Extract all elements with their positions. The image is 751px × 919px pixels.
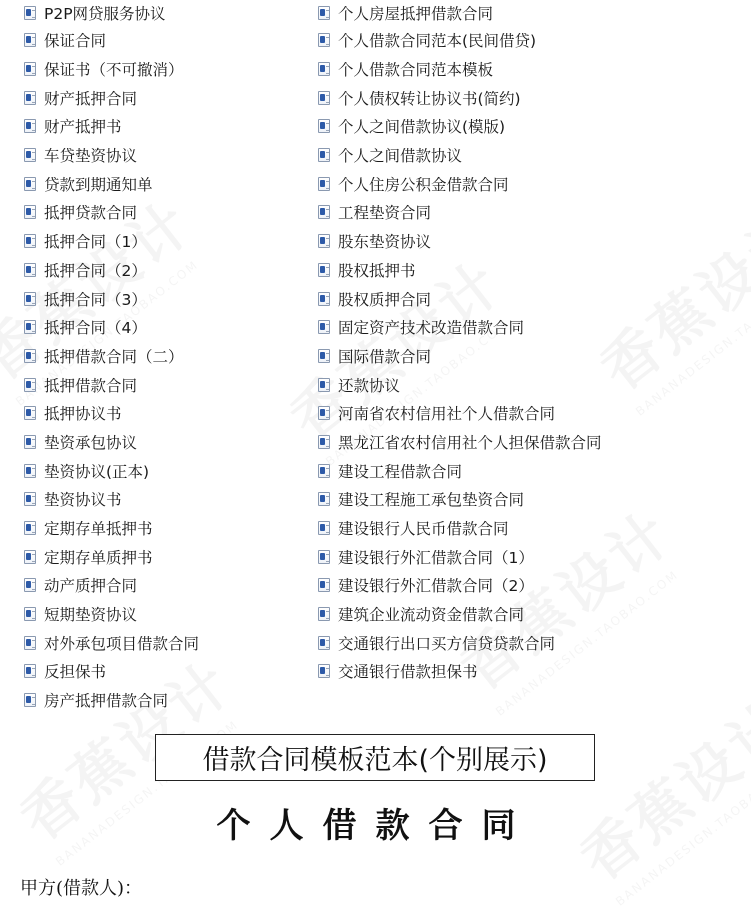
file-item[interactable] [24,284,199,313]
word-document-icon [24,205,36,219]
file-name: 个人之间借款协议(模版) [338,118,506,137]
file-item[interactable] [318,456,602,485]
word-document-icon [24,636,36,650]
file-name: 抵押合同（4） [44,319,147,338]
file-name: 定期存单抵押书 [44,520,153,539]
file-name: 抵押合同（3） [44,290,147,309]
file-name: 车贷垫资协议 [44,147,138,166]
file-name: 建设工程借款合同 [338,462,463,481]
file-item[interactable] [24,169,199,198]
file-item[interactable] [318,342,602,371]
file-name: 对外承包项目借款合同 [44,634,200,653]
file-name: 个人住房公积金借款合同 [338,175,509,194]
word-document-icon [24,349,36,363]
word-document-icon [24,435,36,449]
file-name: 抵押协议书 [44,405,122,424]
word-document-icon [318,6,330,20]
file-item[interactable] [24,485,199,514]
file-name: 定期存单质押书 [44,548,153,567]
file-name: 个人借款合同范本(民间借贷) [338,32,537,51]
file-item[interactable] [24,370,199,399]
file-item[interactable] [24,256,199,285]
file-name: 垫资协议(正本) [44,462,150,481]
word-document-icon [318,521,330,535]
word-document-icon [318,406,330,420]
file-item[interactable] [318,514,602,543]
word-document-icon [24,33,36,47]
file-name: 抵押借款合同（二） [44,347,184,366]
word-document-icon [318,492,330,506]
word-document-icon [318,177,330,191]
file-name: P2P网贷服务协议 [44,5,166,23]
file-name: 黑龙江省农村信用社个人担保借款合同 [338,433,602,452]
file-name: 交通银行借款担保书 [338,663,478,682]
file-item[interactable] [24,571,199,600]
word-document-icon [318,62,330,76]
file-column-right [318,0,602,686]
file-item[interactable] [24,313,199,342]
file-name: 建设工程施工承包垫资合同 [338,491,525,510]
file-name: 抵押合同（1） [44,233,147,252]
word-document-icon [318,578,330,592]
file-name: 抵押借款合同 [44,376,138,395]
file-item[interactable] [24,83,199,112]
word-document-icon [318,378,330,392]
word-document-icon [24,263,36,277]
file-name: 建设银行外汇借款合同（1） [338,548,534,567]
file-item[interactable] [24,600,199,629]
file-name: 河南省农村信用社个人借款合同 [338,405,556,424]
file-item[interactable] [318,485,602,514]
file-name: 抵押合同（2） [44,261,147,280]
file-name: 建筑企业流动资金借款合同 [338,606,525,625]
file-item[interactable] [318,256,602,285]
word-document-icon [318,292,330,306]
file-item[interactable] [24,141,199,170]
file-name: 工程垫资合同 [338,204,432,223]
file-item[interactable] [24,657,199,686]
word-document-icon [24,406,36,420]
file-name: 个人债权转让协议书(简约) [338,89,521,108]
file-item[interactable] [24,514,199,543]
file-name: 固定资产技术改造借款合同 [338,319,525,338]
word-document-icon [24,693,36,707]
file-item[interactable] [318,26,602,55]
file-item[interactable] [24,456,199,485]
file-name: 个人房屋抵押借款合同 [338,5,494,23]
file-item[interactable] [24,227,199,256]
file-name: 个人借款合同范本模板 [338,61,494,80]
file-item[interactable] [24,198,199,227]
file-item[interactable] [318,542,602,571]
section-title-box [155,734,595,781]
file-column-left [24,0,199,715]
file-item[interactable] [318,571,602,600]
file-item[interactable] [318,313,602,342]
word-document-icon [318,435,330,449]
file-item[interactable] [24,342,199,371]
file-name: 短期垫资协议 [44,606,138,625]
section-title: 借款合同模板范本(个别展示) [202,745,548,776]
file-name: 保证书（不可撤消） [44,61,184,80]
word-document-icon [24,578,36,592]
word-document-icon [24,91,36,105]
word-document-icon [318,320,330,334]
file-item[interactable] [24,26,199,55]
file-name: 还款协议 [338,376,401,395]
word-document-icon [318,234,330,248]
file-name: 垫资承包协议 [44,433,138,452]
file-item[interactable] [318,198,602,227]
word-document-icon [24,177,36,191]
word-document-icon [24,378,36,392]
file-name: 保证合同 [44,32,107,51]
file-item[interactable] [318,227,602,256]
word-document-icon [24,664,36,678]
file-name: 财产抵押书 [44,118,122,137]
file-name: 动产质押合同 [44,577,138,596]
file-name: 贷款到期通知单 [44,175,153,194]
word-document-icon [318,636,330,650]
file-name: 股权抵押书 [338,261,416,280]
file-item[interactable] [318,284,602,313]
word-document-icon [24,521,36,535]
file-item[interactable] [24,0,199,26]
word-document-icon [318,607,330,621]
file-item[interactable] [24,428,199,457]
word-document-icon [318,205,330,219]
file-item[interactable] [318,141,602,170]
file-name: 交通银行出口买方信贷贷款合同 [338,634,556,653]
file-item[interactable] [24,542,199,571]
word-document-icon [318,550,330,564]
word-document-icon [24,292,36,306]
file-item[interactable] [318,169,602,198]
file-item[interactable] [318,0,602,26]
file-item[interactable] [318,600,602,629]
word-document-icon [24,6,36,20]
word-document-icon [318,263,330,277]
document-heading: 个人借款合同 [216,806,535,846]
file-item[interactable] [24,628,199,657]
file-item[interactable] [24,686,199,715]
word-document-icon [318,148,330,162]
file-name: 国际借款合同 [338,347,432,366]
word-document-icon [318,119,330,133]
file-name: 建设银行外汇借款合同（2） [338,577,534,596]
file-name: 抵押贷款合同 [44,204,138,223]
word-document-icon [24,62,36,76]
word-document-icon [24,320,36,334]
file-name: 建设银行人民币借款合同 [338,520,509,539]
file-item[interactable] [24,55,199,84]
party-a-label: 甲方(借款人)： [20,878,143,899]
file-item[interactable] [24,112,199,141]
file-item[interactable] [318,83,602,112]
file-item[interactable] [318,112,602,141]
word-document-icon [318,464,330,478]
word-document-icon [24,234,36,248]
file-name: 反担保书 [44,663,107,682]
word-document-icon [24,550,36,564]
word-document-icon [24,148,36,162]
file-item[interactable] [24,399,199,428]
word-document-icon [24,464,36,478]
file-item[interactable] [318,370,602,399]
file-name: 财产抵押合同 [44,89,138,108]
file-item[interactable] [318,55,602,84]
file-name: 垫资协议书 [44,491,122,510]
file-item[interactable] [318,428,602,457]
word-document-icon [318,91,330,105]
file-item[interactable] [318,657,602,686]
file-name: 个人之间借款协议 [338,147,463,166]
file-name: 股权质押合同 [338,290,432,309]
word-document-icon [318,664,330,678]
word-document-icon [24,119,36,133]
file-name: 房产抵押借款合同 [44,692,169,711]
word-document-icon [24,492,36,506]
word-document-icon [318,349,330,363]
file-item[interactable] [318,628,602,657]
file-name: 股东垫资协议 [338,233,432,252]
word-document-icon [24,607,36,621]
word-document-icon [318,33,330,47]
file-item[interactable] [318,399,602,428]
